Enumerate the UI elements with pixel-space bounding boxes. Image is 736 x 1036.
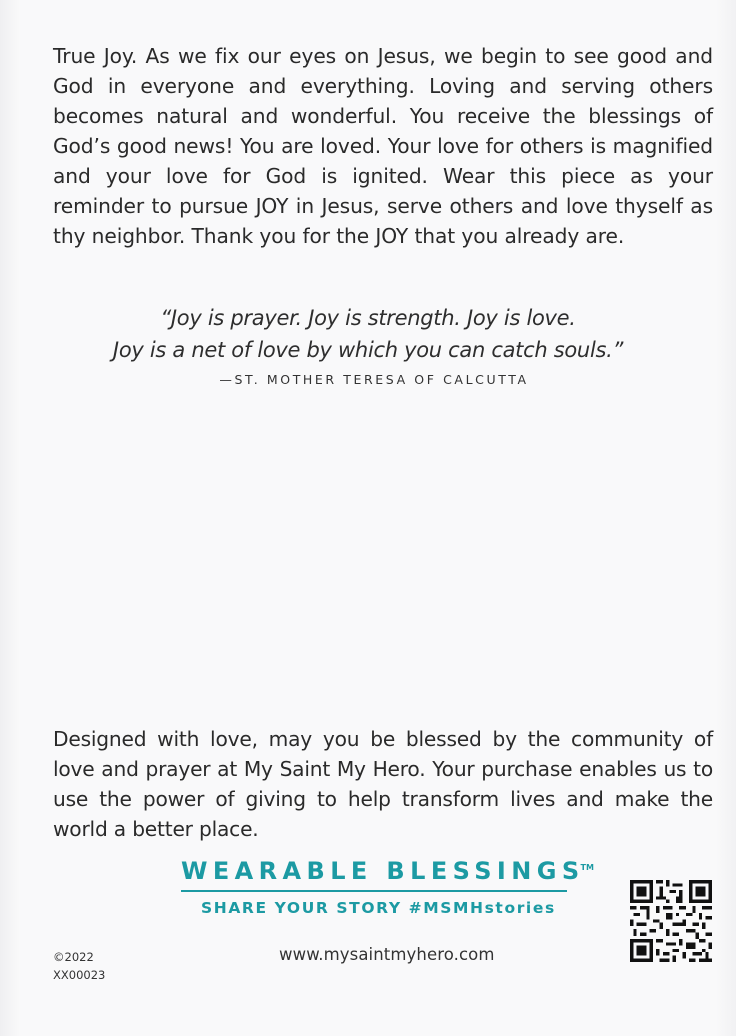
sku-text: XX00023 [53,968,106,982]
quote-author: —ST. MOTHER TERESA OF CALCUTTA [219,372,529,387]
brand-divider [181,890,567,892]
quote-line-2: Joy is a net of love by which you can catch souls.” [112,338,624,362]
qr-code-icon[interactable] [630,880,712,962]
brand-title: WEARABLE BLESSINGS [181,857,585,885]
trademark-mark: TM [580,863,594,872]
quote-line-1: “Joy is prayer. Joy is strength. Joy is love. [160,306,576,330]
brand-tagline: SHARE YOUR STORY #MSMHstories [201,898,556,917]
website-link[interactable]: www.mysaintmyhero.com [279,945,495,964]
intro-paragraph: True Joy. As we fix our eyes on Jesus, we begin to see good and God in everyone and everything. Loving and serving others becomes natural and wonderful. You receive the blessings of God’s good news! You are loved. Your love for others is magnified and your love for God is ignited. Wear this piece as your reminder to pursue JOY in Jesus, serve others and love thyself as thy neighbor. Thank you for the JOY that you already are. [53,44,713,248]
brand-block [181,852,594,917]
brand-title-row [181,852,594,887]
quote-block [0,302,736,387]
closing-paragraph: Designed with love, may you be blessed by the community of love and prayer at My Saint My Hero. Your purchase enables us to use the power of giving to help transform lives and make the world a better place. [53,727,713,841]
copyright-text: ©2022 [53,950,94,964]
copyright-block [53,948,105,984]
